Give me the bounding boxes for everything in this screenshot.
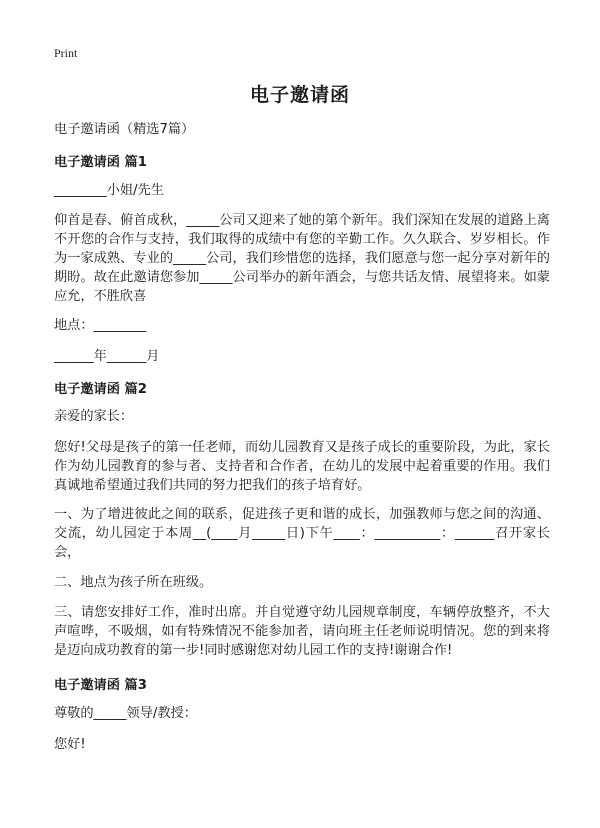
date-line: ______年______月 xyxy=(54,349,160,364)
paragraph-2-3: 二、地点为孩子所在班级。 xyxy=(54,575,213,590)
salutation-3: 尊敬的_____领导/教授： xyxy=(54,706,197,721)
salutation-2: 亲爱的家长： xyxy=(54,409,134,424)
section-heading-2: 电子邀请函 篇2 xyxy=(54,382,147,397)
paragraph-2-1: 您好!父母是孩子的第一任老师，而幼儿园教育又是孩子成长的重要阶段，为此，家长作为幼儿园教育的参与者、支持者和合作者，在幼儿的发展中起着重要的作用。我们真诚地希望通过我们共同的努力把我们的孩子培育好。 xyxy=(54,440,550,493)
page-title: 电子邀请函 xyxy=(249,84,350,106)
paragraph-2-2: 一、为了增进彼此之间的联系，促进孩子更和谐的成长，加强教师与您之间的沟通、交流，幼儿园定于本周__(____月_____日)下午____：__________：______召开家长会， xyxy=(54,507,550,560)
salutation-1: ________小姐/先生 xyxy=(54,183,164,198)
section-heading-1: 电子邀请函 篇1 xyxy=(54,155,147,170)
print-link[interactable]: Print xyxy=(54,46,78,60)
location-line: 地点：________ xyxy=(54,318,147,333)
greeting-3: 您好! xyxy=(54,737,86,752)
section-heading-3: 电子邀请函 篇3 xyxy=(54,678,147,693)
paragraph-2-4: 三、请您安排好工作，准时出席。并自觉遵守幼儿园规章制度，车辆停放整齐，不大声喧哗，不吸烟，如有特殊情况不能参加者，请向班主任老师说明情况。您的到来将是迈向成功教育的第一步!同时感谢您对幼儿园工作的支持!谢谢合作! xyxy=(54,605,550,658)
document-subtitle: 电子邀请函（精选7篇） xyxy=(54,122,195,137)
paragraph-1: 仰首是春、俯首成秋，_____公司又迎来了她的第个新年。我们深知在发展的道路上离不开您的合作与支持，我们取得的成绩中有您的辛勤工作。久久联合、岁岁相长。作为一家成熟、专业的_____公司，我们珍惜您的选择，我们愿意与您一起分享对新年的期盼。故在此邀请您参加_____公司举办的新年酒会，与您共话友情、展望将来。如蒙应允，不胜欣喜 xyxy=(54,213,550,304)
